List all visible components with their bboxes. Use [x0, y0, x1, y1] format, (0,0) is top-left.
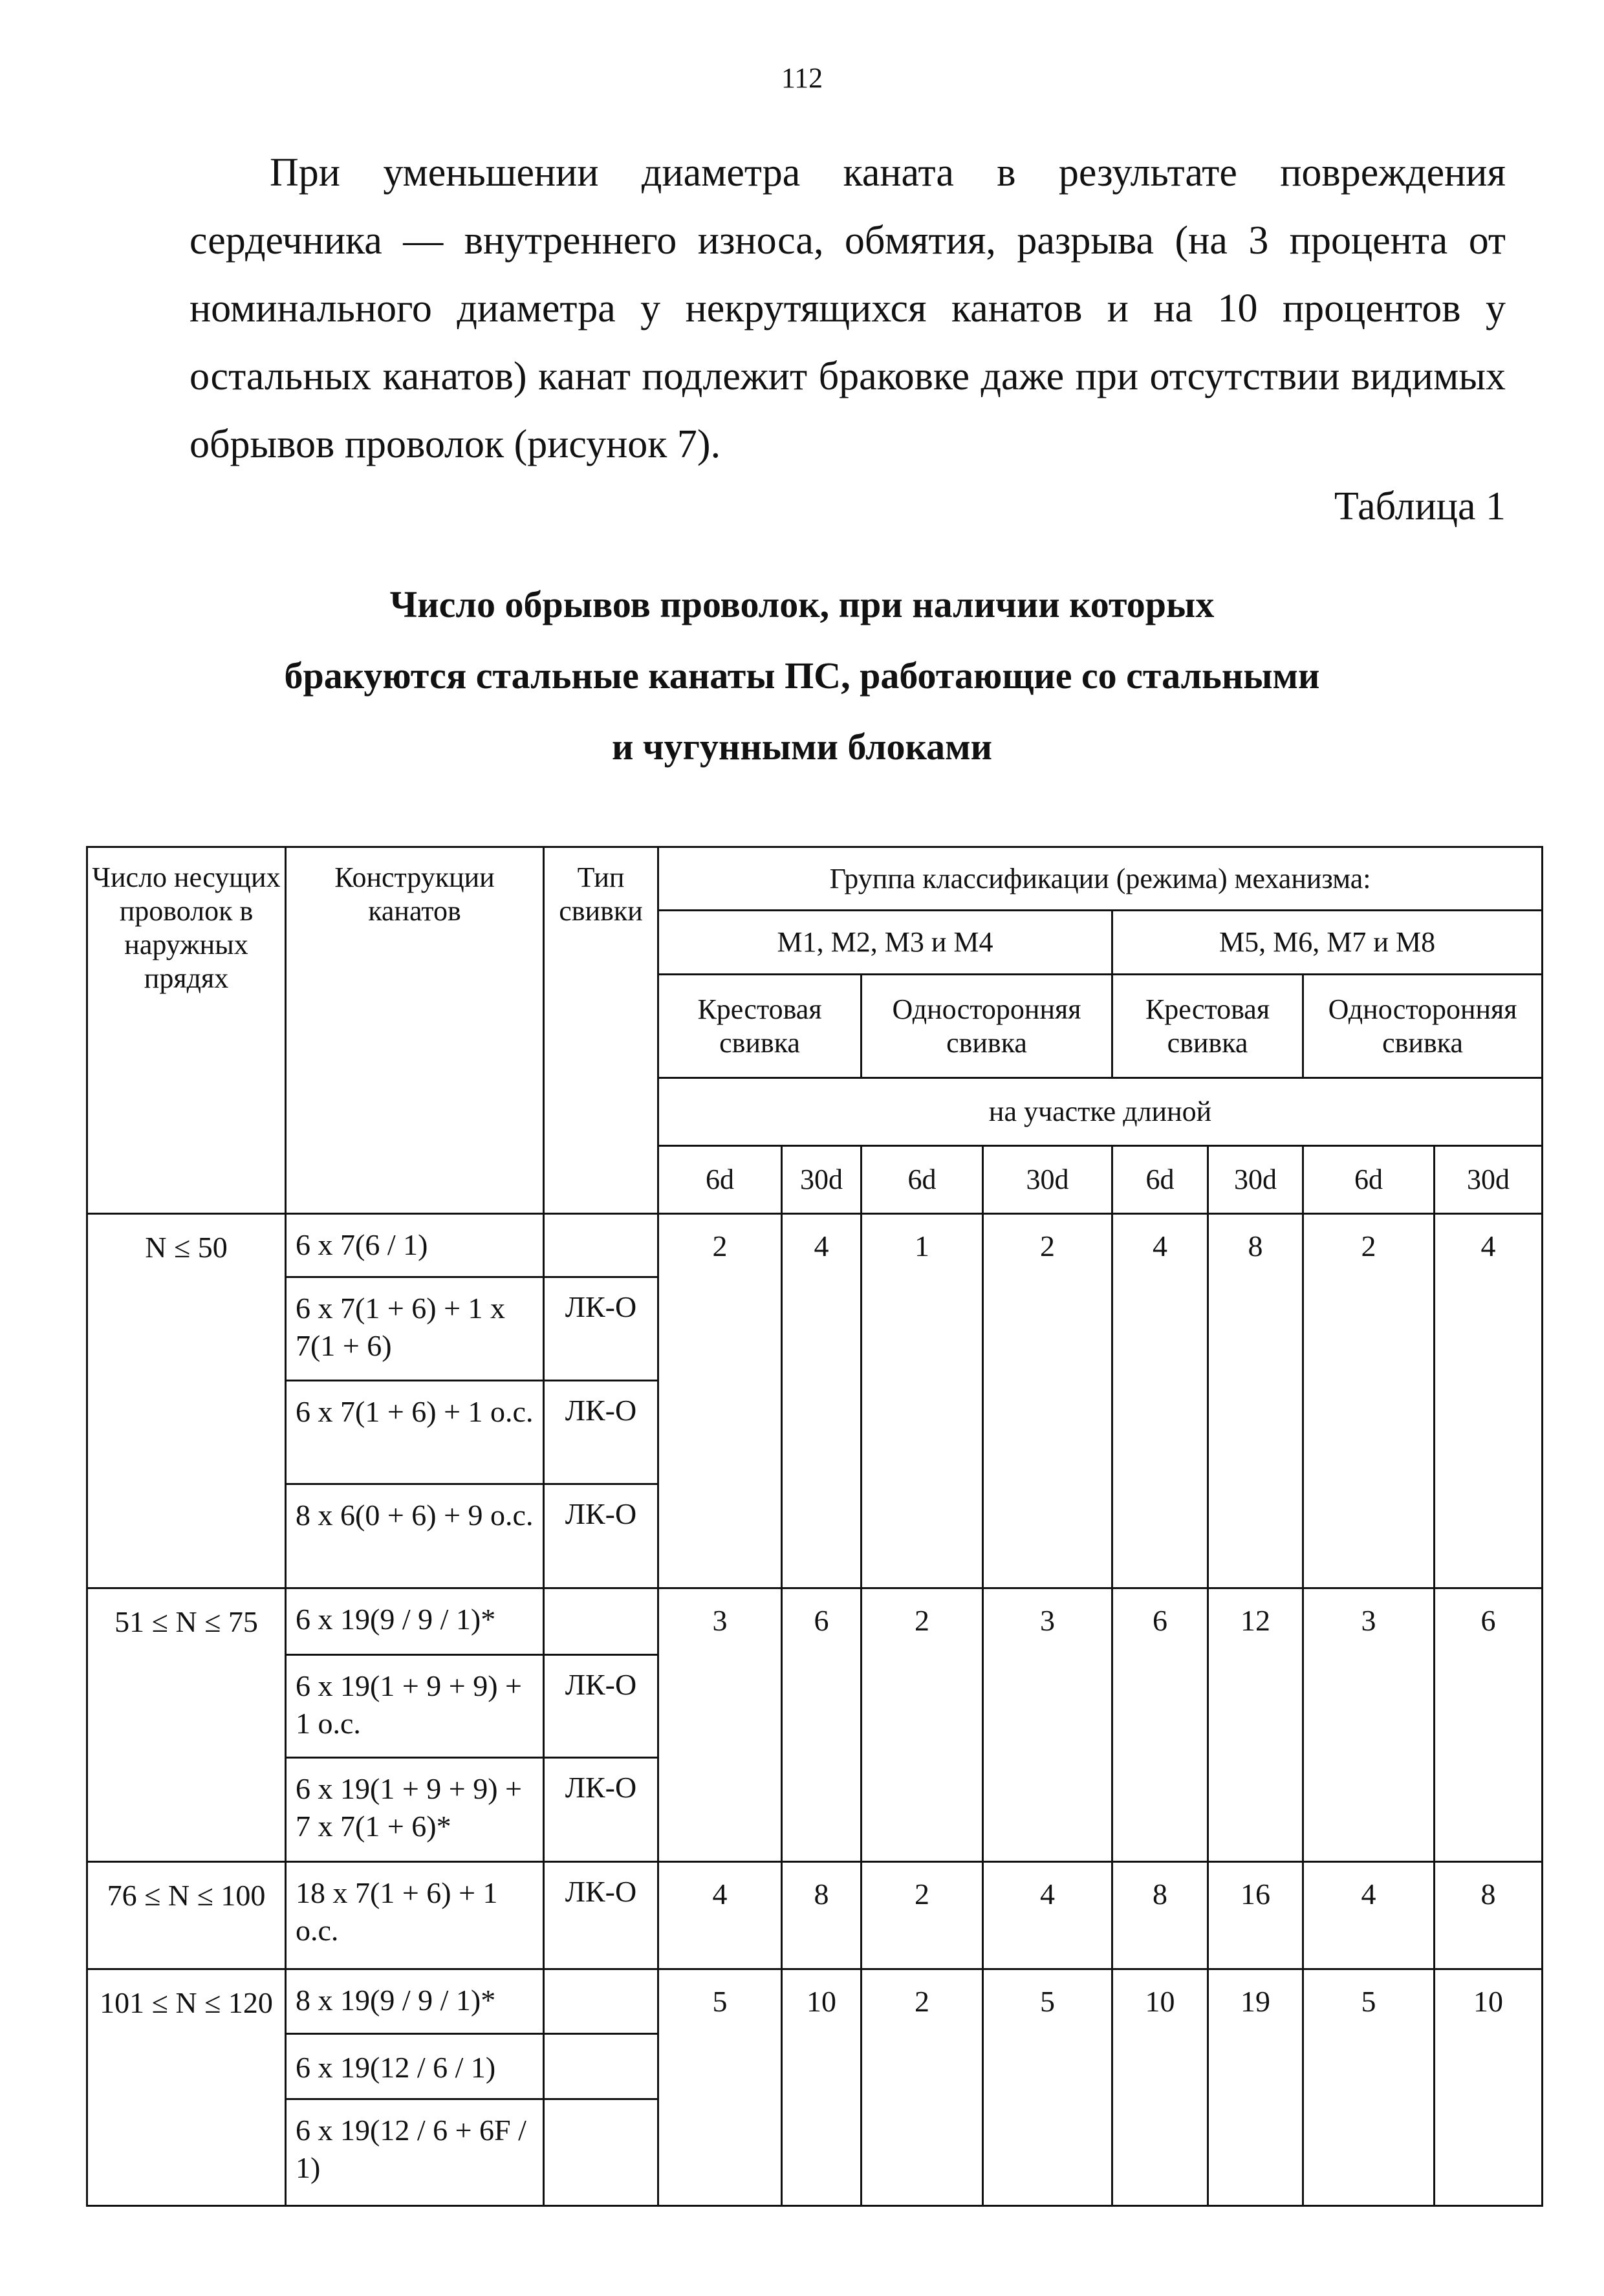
header-lang-lay-a: Односторонняя свивка [862, 975, 1112, 1078]
value-cell: 4 [983, 1862, 1112, 1969]
value-cell: 8 [782, 1862, 862, 1969]
header-classification-group: Группа классификации (режима) механизма: [658, 847, 1543, 911]
paragraph-text: При уменьшении диаметра каната в результате повреждения сердечника — внутреннего износа, обмятия, разрыва (на 3 процента от номинального диаметра у некрутящихся канатов и на 10 процентов у остальных канатов) канат подлежит браковке даже при отсутствии видимых обрывов проволок (рисунок 7). [190, 151, 1506, 466]
header-length-section: на участке длиной [658, 1078, 1543, 1146]
value-cell: 1 [862, 1214, 983, 1588]
value-cell: 19 [1208, 1969, 1303, 2206]
twist-cell: ЛК-О [544, 1655, 658, 1758]
construction-cell: 8 x 19(9 / 9 / 1)* [286, 1969, 544, 2034]
value-cell: 4 [1303, 1862, 1435, 1969]
header-twist-type: Тип свивки [544, 847, 658, 1214]
twist-cell [544, 1214, 658, 1277]
header-len-30d: 30d [782, 1146, 862, 1214]
twist-cell [544, 2099, 658, 2206]
value-cell: 2 [658, 1214, 782, 1588]
value-cell: 3 [1303, 1588, 1435, 1862]
header-len-6d: 6d [1303, 1146, 1435, 1214]
value-cell: 8 [1435, 1862, 1543, 1969]
value-cell: 8 [1208, 1214, 1303, 1588]
header-len-30d: 30d [983, 1146, 1112, 1214]
table-title-line: и чугунными блоками [611, 726, 993, 768]
header-wires-count: Число несущих проволок в наружных прядях [87, 847, 286, 1214]
construction-cell: 6 x 19(9 / 9 / 1)* [286, 1588, 544, 1655]
value-cell: 8 [1112, 1862, 1208, 1969]
construction-cell: 6 x 7(6 / 1) [286, 1214, 544, 1277]
value-cell: 6 [1112, 1588, 1208, 1862]
value-cell: 2 [983, 1214, 1112, 1588]
wires-range: 51 ≤ N ≤ 75 [87, 1588, 286, 1862]
header-construction: Конструкции канатов [286, 847, 544, 1214]
value-cell: 10 [782, 1969, 862, 2206]
value-cell: 4 [658, 1862, 782, 1969]
header-len-6d: 6d [658, 1146, 782, 1214]
header-cross-lay-a: Крестовая свивка [658, 975, 862, 1078]
value-cell: 4 [782, 1214, 862, 1588]
value-cell: 12 [1208, 1588, 1303, 1862]
construction-cell: 8 x 6(0 + 6) + 9 о.с. [286, 1484, 544, 1588]
wire-breaks-table [86, 846, 1543, 2207]
construction-cell: 6 x 7(1 + 6) + 1 x 7(1 + 6) [286, 1277, 544, 1381]
construction-cell: 18 x 7(1 + 6) + 1 о.с. [286, 1862, 544, 1969]
table-title [0, 569, 1604, 783]
value-cell: 6 [1435, 1588, 1543, 1862]
wires-range: N ≤ 50 [87, 1214, 286, 1588]
value-cell: 5 [983, 1969, 1112, 2206]
table-row [87, 1588, 1543, 1655]
table-row [87, 1214, 1543, 1277]
construction-cell: 6 x 19(1 + 9 + 9) + 1 о.с. [286, 1655, 544, 1758]
value-cell: 3 [983, 1588, 1112, 1862]
table-title-line: бракуются стальные канаты ПС, работающие со стальными [284, 655, 1320, 697]
wires-range: 76 ≤ N ≤ 100 [87, 1862, 286, 1969]
value-cell: 10 [1435, 1969, 1543, 2206]
value-cell: 10 [1112, 1969, 1208, 2206]
construction-cell: 6 x 19(1 + 9 + 9) + 7 x 7(1 + 6)* [286, 1758, 544, 1862]
body-paragraph [190, 139, 1506, 479]
twist-cell [544, 1969, 658, 2034]
header-len-30d: 30d [1208, 1146, 1303, 1214]
header-len-6d: 6d [1112, 1146, 1208, 1214]
table-label: Таблица 1 [1334, 484, 1506, 528]
value-cell: 3 [658, 1588, 782, 1862]
header-len-6d: 6d [862, 1146, 983, 1214]
value-cell: 2 [862, 1588, 983, 1862]
value-cell: 2 [1303, 1214, 1435, 1588]
twist-cell [544, 2034, 658, 2099]
value-cell: 5 [1303, 1969, 1435, 2206]
twist-cell: ЛК-О [544, 1862, 658, 1969]
value-cell: 6 [782, 1588, 862, 1862]
value-cell: 16 [1208, 1862, 1303, 1969]
twist-cell [544, 1588, 658, 1655]
value-cell: 4 [1112, 1214, 1208, 1588]
construction-cell: 6 x 7(1 + 6) + 1 о.с. [286, 1381, 544, 1484]
table-row [87, 1862, 1543, 1969]
value-cell: 2 [862, 1862, 983, 1969]
header-len-30d: 30d [1435, 1146, 1543, 1214]
header-group-m1-m4: M1, M2, M3 и M4 [658, 911, 1112, 975]
table-row [87, 1969, 1543, 2034]
value-cell: 5 [658, 1969, 782, 2206]
header-cross-lay-b: Крестовая свивка [1112, 975, 1303, 1078]
wires-range: 101 ≤ N ≤ 120 [87, 1969, 286, 2206]
page-number: 112 [781, 62, 823, 94]
construction-cell: 6 x 19(12 / 6 / 1) [286, 2034, 544, 2099]
twist-cell: ЛК-О [544, 1381, 658, 1484]
value-cell: 2 [862, 1969, 983, 2206]
value-cell: 4 [1435, 1214, 1543, 1588]
twist-cell: ЛК-О [544, 1484, 658, 1588]
table-title-line: Число обрывов проволок, при наличии которых [389, 583, 1215, 625]
twist-cell: ЛК-О [544, 1758, 658, 1862]
header-group-m5-m8: M5, M6, M7 и M8 [1112, 911, 1543, 975]
header-lang-lay-b: Односторонняя свивка [1303, 975, 1543, 1078]
construction-cell: 6 x 19(12 / 6 + 6F / 1) [286, 2099, 544, 2206]
twist-cell: ЛК-О [544, 1277, 658, 1381]
